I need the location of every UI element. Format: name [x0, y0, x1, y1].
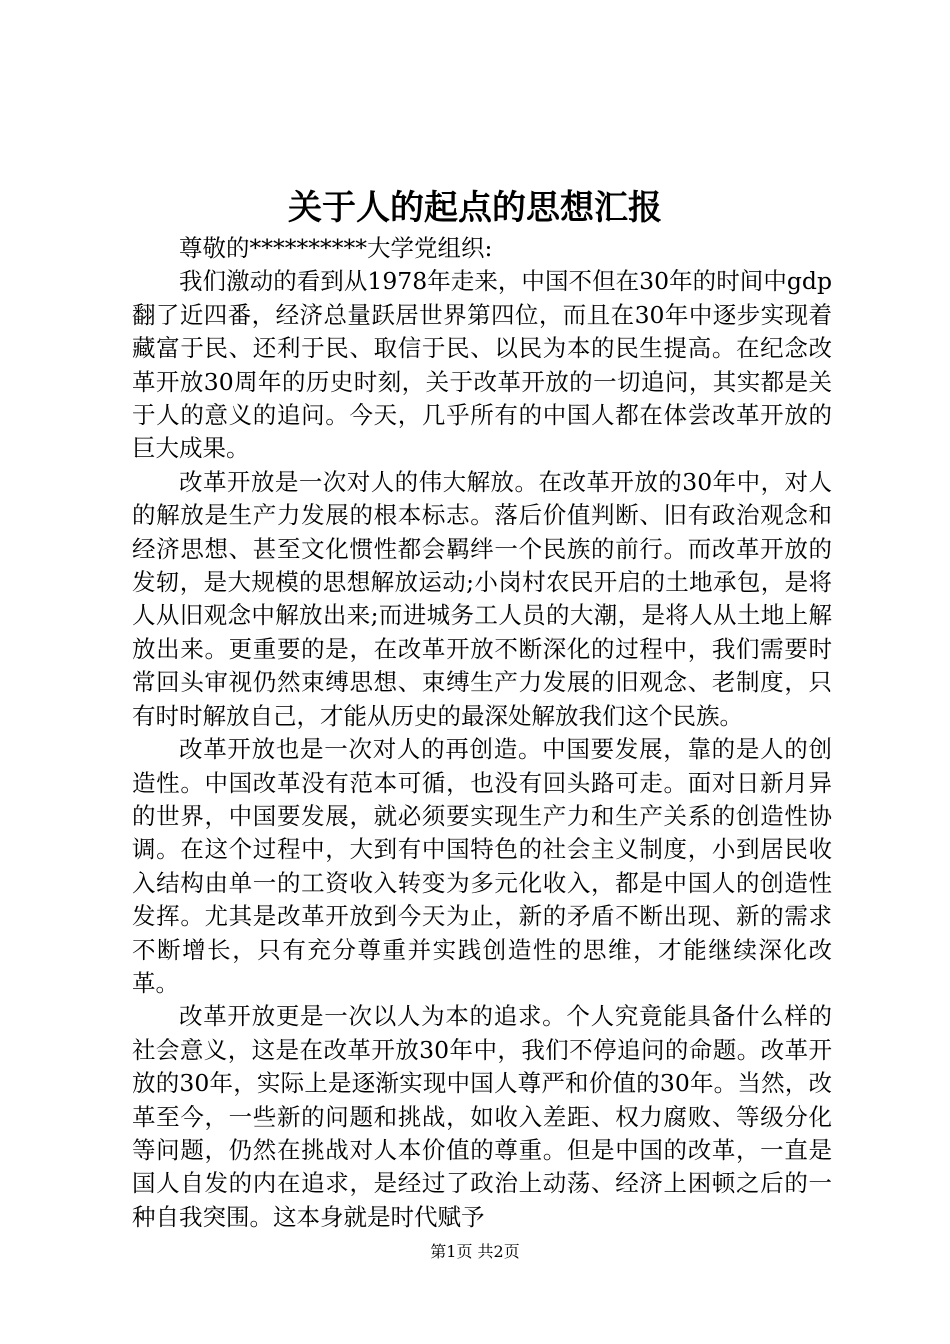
salutation: 尊敬的**********大学党组织:	[179, 234, 493, 262]
paragraph-2: 改革开放是一次对人的伟大解放。在改革开放的30年中，对人的解放是生产力发展的根本标志。落后价值判断、旧有政治观念和经济思想、甚至文化惯性都会羁绊一个民族的前行。而改革开放的发轫，是大规模的思想解放运动;小岗村农民开启的土地承包，是将人从旧观念中解放出来;而进城务工人员的大潮，是将人从土地上解放出来。更重要的是，在改革开放不断深化的过程中，我们需要时常回头审视仍然束缚思想、束缚生产力发展的旧观念、老制度，只有时时解放自己，才能从历史的最深处解放我们这个民族。	[132, 467, 832, 730]
paragraph-3: 改革开放也是一次对人的再创造。中国要发展，靠的是人的创造性。中国改革没有范本可循，也没有回头路可走。面对日新月异的世界，中国要发展，就必须要实现生产力和生产关系的创造性协调。在这个过程中，大到有中国特色的社会主义制度，小到居民收入结构由单一的工资收入转变为多元化收入，都是中国人的创造性发挥。尤其是改革开放到今天为止，新的矛盾不断出现、新的需求不断增长，只有充分尊重并实践创造性的思维，才能继续深化改革。	[132, 735, 832, 997]
document-title: 关于人的起点的思想汇报	[288, 188, 662, 228]
paragraph-1: 我们激动的看到从1978年走来，中国不但在30年的时间中gdp翻了近四番，经济总量跃居世界第四位，而且在30年中逐步实现着藏富于民、还利于民、取信于民、以民为本的民生提高。在纪念改革开放30周年的历史时刻，关于改革开放的一切追问，其实都是关于人的意义的追问。今天，几乎所有的中国人都在体尝改革开放的巨大成果。	[132, 267, 832, 463]
document-body	[132, 232, 832, 1234]
page-number-footer: 第1页 共2页	[430, 1242, 520, 1261]
paragraph-4: 改革开放更是一次以人为本的追求。个人究竟能具备什么样的社会意义，这是在改革开放30年中，我们不停追问的命题。改革开放的30年，实际上是逐渐实现中国人尊严和价值的30年。当然，改革至今，一些新的问题和挑战，如收入差距、权力腐败、等级分化等问题，仍然在挑战对人本价值的尊重。但是中国的改革，一直是国人自发的内在追求，是经过了政治上动荡、经济上困顿之后的一种自我突围。这本身就是时代赋予	[132, 1002, 832, 1231]
